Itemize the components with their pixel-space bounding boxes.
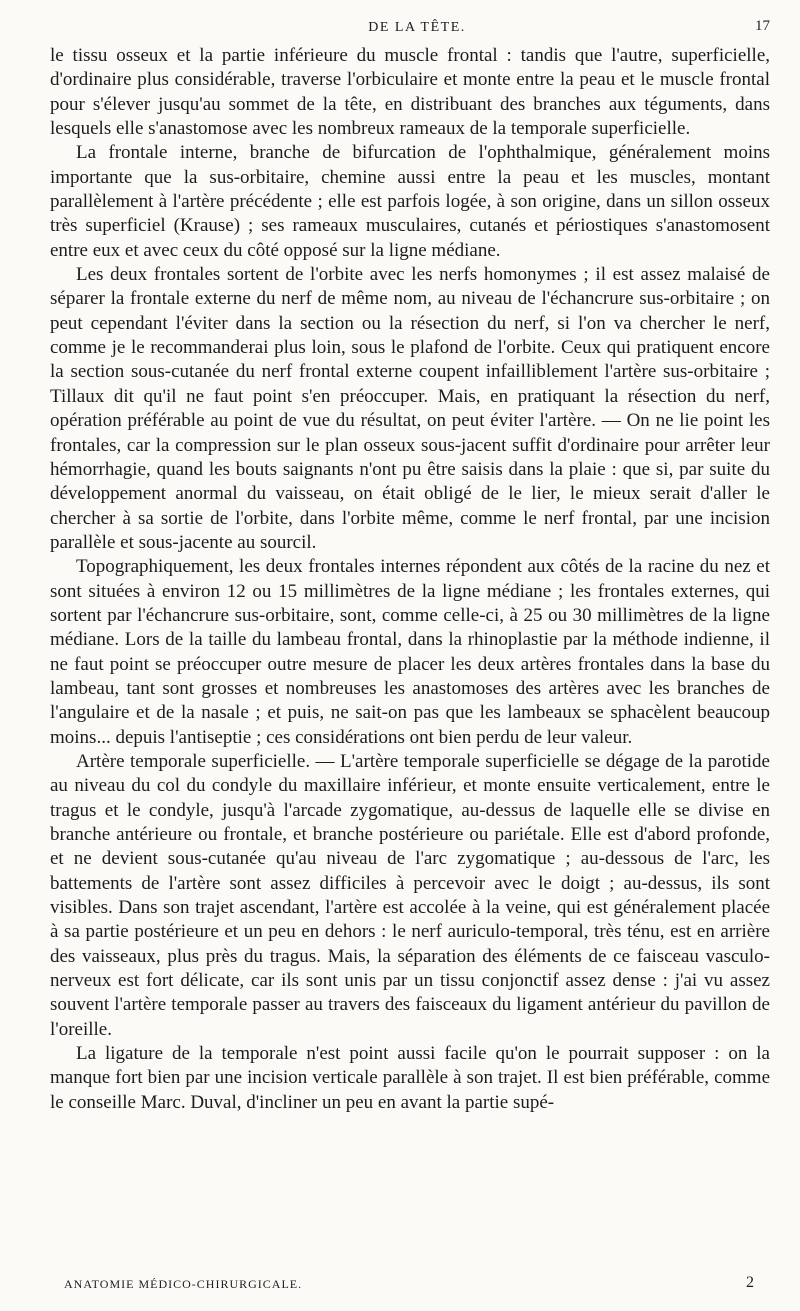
signature-mark: 2 (746, 1274, 754, 1291)
paragraph: Topographiquement, les deux frontales internes répondent aux côtés de la racine du nez et sont situées à environ 12 ou 15 millimètres de la ligne médiane ; les frontales externes, qui sortent par l'échancrure sus-orbitaire, sont, comme celle-ci, à 25 ou 30 millimètres de la ligne médiane. Lors de la taille du lambeau frontal, dans la rhinoplastie par la méthode indienne, il ne faut point se préoccuper outre mesure de placer les deux artères frontales dans la base du lambeau, tant sont grosses et nombreuses les anastomoses des artères avec les branches de l'angulaire et de la nasale ; et puis, ne sait-on pas que les lambeaux se sphacèlent beaucoup moins... depuis l'antiseptie ; ces considérations ont bien perdu de leur valeur. (50, 556, 770, 748)
paragraph: La frontale interne, branche de bifurcation de l'ophthalmique, généralement moins importante que la sus-orbitaire, chemine aussi entre la peau et les muscles, montant parallèlement à l'artère précédente ; elle est parfois logée, à son origine, dans un sillon osseux très superficiel (Krause) ; ses rameaux musculaires, cutanés et périostiques s'anastomosent entre eux et avec ceux du côté opposé sur la ligne médiane. (50, 142, 770, 261)
running-header (64, 20, 770, 44)
imprint-line: ANATOMIE MÉDICO-CHIRURGICALE. (64, 1277, 303, 1291)
page-number: 17 (755, 18, 770, 34)
running-title: DE LA TÊTE. (368, 20, 466, 35)
paragraph: Artère temporale superficielle. — L'artère temporale superficielle se dégage de la parotide au niveau du col du condyle du maxillaire inférieur, et monte ensuite verticalement, entre le tragus et le condyle, jusqu'à l'arcade zygomatique, au-dessus de laquelle elle se divise en branche antérieure ou frontale, et branche postérieure ou pariétale. Elle est d'abord profonde, et ne devient sous-cutanée qu'au niveau de l'arc zygomatique ; au-dessous de l'arc, les battements de l'artère sont assez difficiles à percevoir avec le doigt ; au-dessus, ils sont visibles. Dans son trajet ascendant, l'artère est accolée à la veine, qui est généralement placée à sa partie postérieure et un peu en dehors : le nerf auriculo-temporal, très ténu, est en arrière des vaisseaux, plus près du tragus. Mais, la séparation des éléments de ce faisceau vasculo-nerveux est fort délicate, car ils sont unis par un tissu conjonctif assez dense : j'ai vu assez souvent l'artère temporale passer au travers des faisceaux du ligament antérieur du pavillon de l'oreille. (50, 750, 770, 1040)
paragraph: Les deux frontales sortent de l'orbite avec les nerfs homonymes ; il est assez malaisé de séparer la frontale externe du nerf de même nom, au niveau de l'échancrure sus-orbitaire ; on peut cependant l'éviter dans la section ou la résection du nerf, si l'on va chercher le nerf, comme je le recommanderai plus loin, sous le plafond de l'orbite. Ceux qui pratiquent encore la section sous-cutanée du nerf frontal externe coupent infailliblement l'artère sus-orbitaire ; Tillaux dit qu'il ne faut point s'en préoccuper. Mais, en pratiquant la résection du nerf, opération préférable au point de vue du résultat, on peut éviter l'artère. — On ne lie point les frontales, car la compression sur le plan osseux sous-jacent suffit d'ordinaire pour arrêter leur hémorrhagie, quand les bouts saignants n'ont pu être saisis dans la plaie : que si, par suite du développement anormal du vaisseau, on était obligé de le lier, le mieux serait d'aller le chercher à sa sortie de l'orbite, dans l'orbite même, comme le nerf frontal, par une incision parallèle et sous-jacente au sourcil. (50, 264, 770, 553)
body-text (50, 44, 770, 1115)
paragraph: La ligature de la temporale n'est point aussi facile qu'on le pourrait supposer : on la manque fort bien par une incision verticale parallèle à son trajet. Il est bien préférable, comme le conseille Marc. Duval, d'incliner un peu en avant la partie supé- (50, 1043, 770, 1113)
page-footer (64, 1274, 764, 1297)
paragraph: le tissu osseux et la partie inférieure du muscle frontal : tandis que l'autre, superficielle, d'ordinaire plus considérable, traverse l'orbiculaire et monte entre la peau et le muscle frontal pour s'élever jusqu'au sommet de la tête, en distribuant des branches aux téguments, dans lesquels elle s'anastomose avec les nombreux rameaux de la temporale superficielle. (50, 45, 770, 140)
